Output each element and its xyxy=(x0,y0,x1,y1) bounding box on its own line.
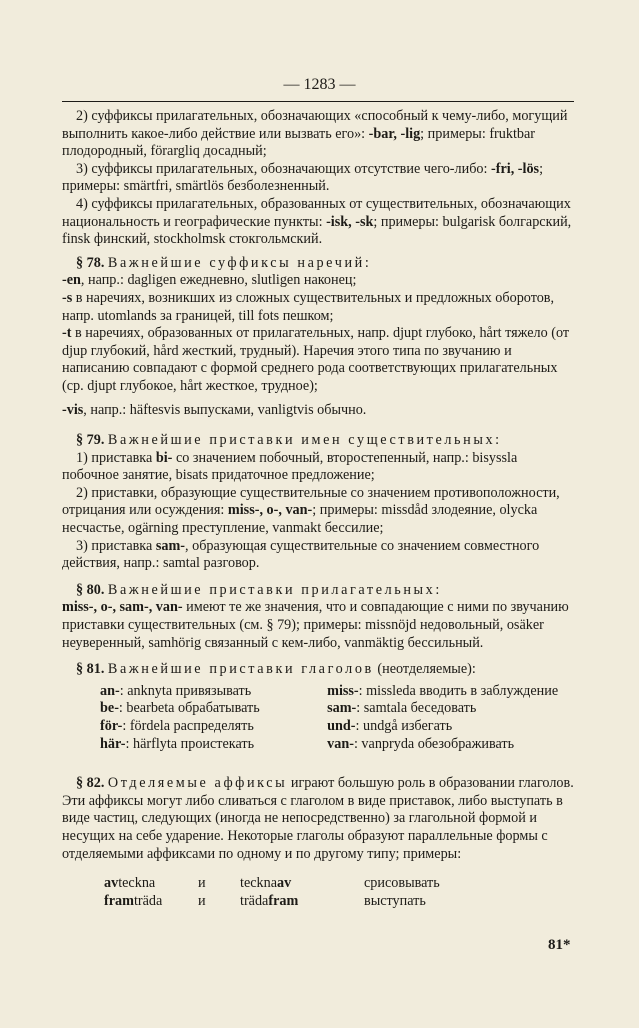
section-79-p2: 2) приставки, образующие существительные со значением противоположности, отрицания или осуждения: miss-, o-, van-; примеры: missdåd злодеяние, olycka несчастье, ogärning преступление, vanmakt бессилие; xyxy=(62,484,560,537)
example-row: avteckna и tecknaav срисовывать xyxy=(104,875,440,892)
section-78-t: -t в наречиях, образованных от прилагательных, напр. djupt глубоко, hårt тяжело (от djup глубокий, hård жесткий, трудный). Наречия этого типа по звучанию и написанию совпадают с формой среднего рода соответствующих прилагательных (ср. djupt глубокое, hårt жесткое, трудное); xyxy=(62,325,570,394)
section-82-heading: § 82. Отделяемые аффиксы играют большую роль в образовании глаголов. Эти аффиксы могут либо сливаться с глаголом в виде приставок, либо выступать в виде частиц, следующих (иногда не непосредственно) за глагольной формой и несущих на себе ударение. Некоторые глаголы образуют параллельные формы с отделяемыми аффиксами по одному и по другому типу; примеры: xyxy=(62,775,574,862)
prefix-column-right xyxy=(327,683,574,753)
prefix-entry: van-: vanpryda обезображивать xyxy=(327,735,515,752)
section-78-s: -s в наречиях, возникших из сложных существительных и предложных оборотов, напр. utomlands за границей, till fots пешком; xyxy=(62,289,555,324)
prefix-entry: be-: bearbeta обрабатывать xyxy=(100,700,260,717)
header-rule xyxy=(62,101,574,102)
prefix-column-left xyxy=(100,683,327,753)
signature-mark: 81* xyxy=(548,937,571,953)
paragraph-suffix-3: 3) суффиксы прилагательных, обозначающих отсутствие чего-либо: -fri, -lös; примеры: smärtfri, smärtlös безболезненный. xyxy=(62,160,544,195)
section-79-p3: 3) приставка sam-, образующая существительные со значением совместного действия, напр.: samtal разговор. xyxy=(62,537,540,572)
section-80-heading: § 80. Важнейшие приставки прилагательных: xyxy=(76,581,442,598)
section-82-examples xyxy=(62,875,574,910)
prefix-entry: miss-: missleda вводить в заблуждение xyxy=(327,682,559,699)
paragraph-suffix-2: 2) суффиксы прилагательных, обозначающих «способный к чему-либо, могущий выполнить какое-либо действие или вызвать его»: -bar, -lig; примеры: fruktbar плодородный, förargliq досадный; xyxy=(62,108,568,160)
section-78-en: -en, напр.: dagligen ежедневно, slutligen наконец; xyxy=(62,272,357,289)
section-78-heading: § 78. Важнейшие суффиксы наречий: xyxy=(76,254,372,271)
prefix-entry: här-: härflyta проистекать xyxy=(100,735,255,752)
section-78-vis: -vis, напр.: häftesvis выпусками, vanligtvis обычно. xyxy=(62,401,367,418)
section-79-heading: § 79. Важнейшие приставки имен существительных: xyxy=(76,432,502,449)
example-row: framträda и trädafram выступать xyxy=(104,892,426,909)
page-number: — 1283 — xyxy=(283,76,356,93)
prefix-entry: för-: fördela распределять xyxy=(100,718,254,734)
section-80-body: miss-, o-, sam-, van- имеют те же значения, что и совпадающие с ними по звучанию приставки существительных (см. § 79); примеры: missnöjd недовольный, osäker неуверенный, samhörig связанный с кем-либо, vanmäktig бессильный. xyxy=(62,599,569,651)
section-81-heading: § 81. Важнейшие приставки глаголов (неотделяемые): xyxy=(76,661,476,678)
prefix-entry: sam-: samtala беседовать xyxy=(327,700,477,717)
page-body xyxy=(62,108,574,910)
section-81-prefix-list xyxy=(62,683,574,753)
paragraph-suffix-4: 4) суффиксы прилагательных, образованных от существительных, обозначающих национальность и географические пункты: -isk, -sk; примеры: bulgarisk болгарский, finsk финский, stockholmsk стокгольмский. xyxy=(62,195,572,248)
prefix-entry: an-: anknyta привязывать xyxy=(100,682,252,699)
section-79-p1: 1) приставка bi- со значением побочный, второстепенный, напр.: bisyssla побочное занятие, bisats придаточное предложение; xyxy=(62,449,518,484)
prefix-entry: und-: undgå избегать xyxy=(327,718,453,734)
